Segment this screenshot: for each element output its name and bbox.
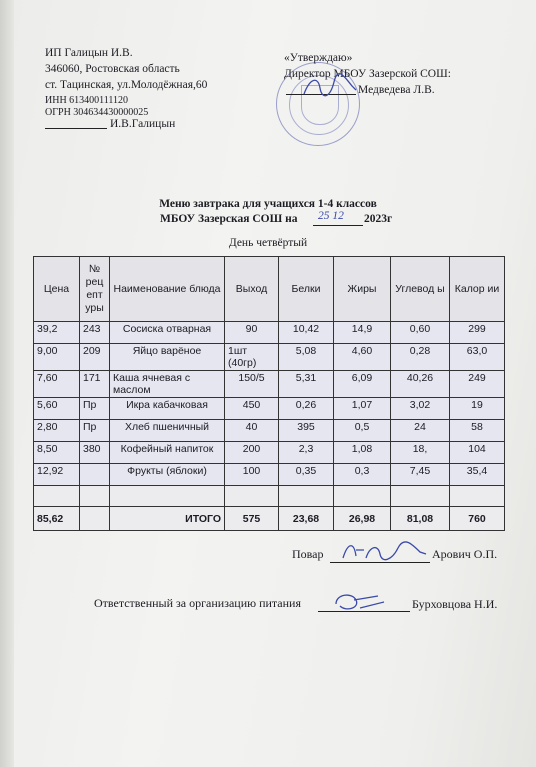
- table-row: [34, 371, 505, 398]
- cook-label: Повар: [292, 547, 324, 561]
- cell-recipe: 171: [80, 371, 110, 398]
- cell-kcal: 249: [450, 371, 505, 398]
- cell-kcal: 35,4: [450, 464, 505, 486]
- header-protein: Белки: [279, 257, 334, 322]
- cell-price: 12,92: [34, 464, 80, 486]
- cell-price: 8,50: [34, 442, 80, 464]
- cell-carbs: 0,28: [391, 344, 450, 371]
- menu-day: День четвёртый: [228, 237, 308, 249]
- total-carbs: 81,08: [391, 507, 450, 531]
- cell-dish-name: Каша ячневая с маслом: [110, 371, 225, 398]
- table-row: [34, 420, 505, 442]
- cell-fat: 1,08: [334, 442, 391, 464]
- cell-price: 5,60: [34, 398, 80, 420]
- cell-recipe: Пр: [80, 398, 110, 420]
- cell-output: 100: [225, 464, 279, 486]
- table-header-row: [34, 257, 505, 322]
- cell-output: 450: [225, 398, 279, 420]
- header-price: Цена: [34, 257, 80, 322]
- cell-recipe: 380: [80, 442, 110, 464]
- total-output: 575: [225, 507, 279, 531]
- responsible-name: Бурховцова Н.И.: [412, 597, 498, 611]
- cell-carbs: 0,60: [391, 322, 450, 344]
- cell-fat: 6,09: [334, 371, 391, 398]
- cell-dish-name: Фрукты (яблоки): [110, 464, 225, 486]
- cell-dish-name: Яйцо варёное: [110, 344, 225, 371]
- total-label: ИТОГО: [110, 507, 225, 531]
- cell-dish-name: Икра кабачковая: [110, 398, 225, 420]
- table-empty-row: [34, 486, 505, 507]
- table-row: [34, 464, 505, 486]
- cell-kcal: 63,0: [450, 344, 505, 371]
- cell-protein: 0,35: [279, 464, 334, 486]
- cell-price: 7,60: [34, 371, 80, 398]
- cell-recipe: 209: [80, 344, 110, 371]
- cell-price: 39,2: [34, 322, 80, 344]
- total-protein: 23,68: [279, 507, 334, 531]
- menu-title: Меню завтрака для учащихся 1-4 классов: [159, 198, 377, 210]
- org-address-region: 346060, Ростовская область: [45, 63, 180, 75]
- cell-price: 2,80: [34, 420, 80, 442]
- director-signature: [300, 72, 360, 102]
- table-row: [34, 398, 505, 420]
- approve-label: «Утверждаю»: [284, 52, 353, 64]
- header-output: Выход: [225, 257, 279, 322]
- menu-year: 2023г: [364, 213, 393, 225]
- cell-dish-name: Кофейный напиток: [110, 442, 225, 464]
- header-recipe: № рец епт уры: [80, 257, 110, 322]
- cell-protein: 395: [279, 420, 334, 442]
- total-price: 85,62: [34, 507, 80, 531]
- cell-kcal: 299: [450, 322, 505, 344]
- table-row: [34, 322, 505, 344]
- date-line: [313, 225, 363, 226]
- total-fat: 26,98: [334, 507, 391, 531]
- cell-fat: 4,60: [334, 344, 391, 371]
- cell-carbs: 24: [391, 420, 450, 442]
- total-kcal: 760: [450, 507, 505, 531]
- cell-recipe: [80, 464, 110, 486]
- header-kcal: Калор ии: [450, 257, 505, 322]
- cell-protein: 2,3: [279, 442, 334, 464]
- header-dish-name: Наименование блюда: [110, 257, 225, 322]
- cell-output: 90: [225, 322, 279, 344]
- cell-carbs: 7,45: [391, 464, 450, 486]
- cell-recipe: 243: [80, 322, 110, 344]
- header-carbs: Углевод ы: [391, 257, 450, 322]
- cook-name: Арович О.П.: [432, 547, 498, 561]
- cell-carbs: 3,02: [391, 398, 450, 420]
- cell-fat: 1,07: [334, 398, 391, 420]
- page-edge-shadow: [0, 0, 14, 767]
- cell-recipe: Пр: [80, 420, 110, 442]
- cell-output: 1шт (40гр): [225, 344, 279, 371]
- cell-fat: 0,5: [334, 420, 391, 442]
- org-name: ИП Галицын И.В.: [45, 47, 133, 59]
- cell-price: 9,00: [34, 344, 80, 371]
- cell-output: 150/5: [225, 371, 279, 398]
- cell-protein: 10,42: [279, 322, 334, 344]
- org-address-street: ст. Тацинская, ул.Молодёжная,60: [45, 79, 208, 91]
- cell-protein: 5,08: [279, 344, 334, 371]
- cell-output: 200: [225, 442, 279, 464]
- cell-dish-name: Хлеб пшеничный: [110, 420, 225, 442]
- header-fat: Жиры: [334, 257, 391, 322]
- cell-fat: 14,9: [334, 322, 391, 344]
- responsible-label: Ответственный за организацию питания: [94, 596, 301, 610]
- cell-kcal: 58: [450, 420, 505, 442]
- org-ogrn: ОГРН 304634430000025: [45, 107, 149, 118]
- cook-signature: [340, 538, 430, 564]
- org-inn: ИНН 613400111120: [45, 95, 129, 106]
- cell-dish-name: Сосиска отварная: [110, 322, 225, 344]
- cell-protein: 0,26: [279, 398, 334, 420]
- table-row: [34, 442, 505, 464]
- cell-carbs: 40,26: [391, 371, 450, 398]
- table-total-row: [34, 507, 505, 531]
- director-name: Медведева Л.В.: [358, 84, 435, 96]
- cell-fat: 0,3: [334, 464, 391, 486]
- menu-table: [33, 256, 505, 531]
- cell-kcal: 19: [450, 398, 505, 420]
- table-row: [34, 344, 505, 371]
- responsible-signature: [330, 588, 390, 616]
- cell-output: 40: [225, 420, 279, 442]
- menu-subtitle-prefix: МБОУ Зазерская СОШ на: [160, 213, 298, 225]
- date-handwritten: 25 12: [318, 210, 344, 222]
- org-signature-line: [45, 128, 107, 129]
- cell-protein: 5,31: [279, 371, 334, 398]
- org-signer-name: И.В.Галицын: [110, 118, 176, 130]
- cell-carbs: 18,: [391, 442, 450, 464]
- cell-kcal: 104: [450, 442, 505, 464]
- director-position: Директор МБОУ Зазерской СОШ:: [284, 68, 451, 80]
